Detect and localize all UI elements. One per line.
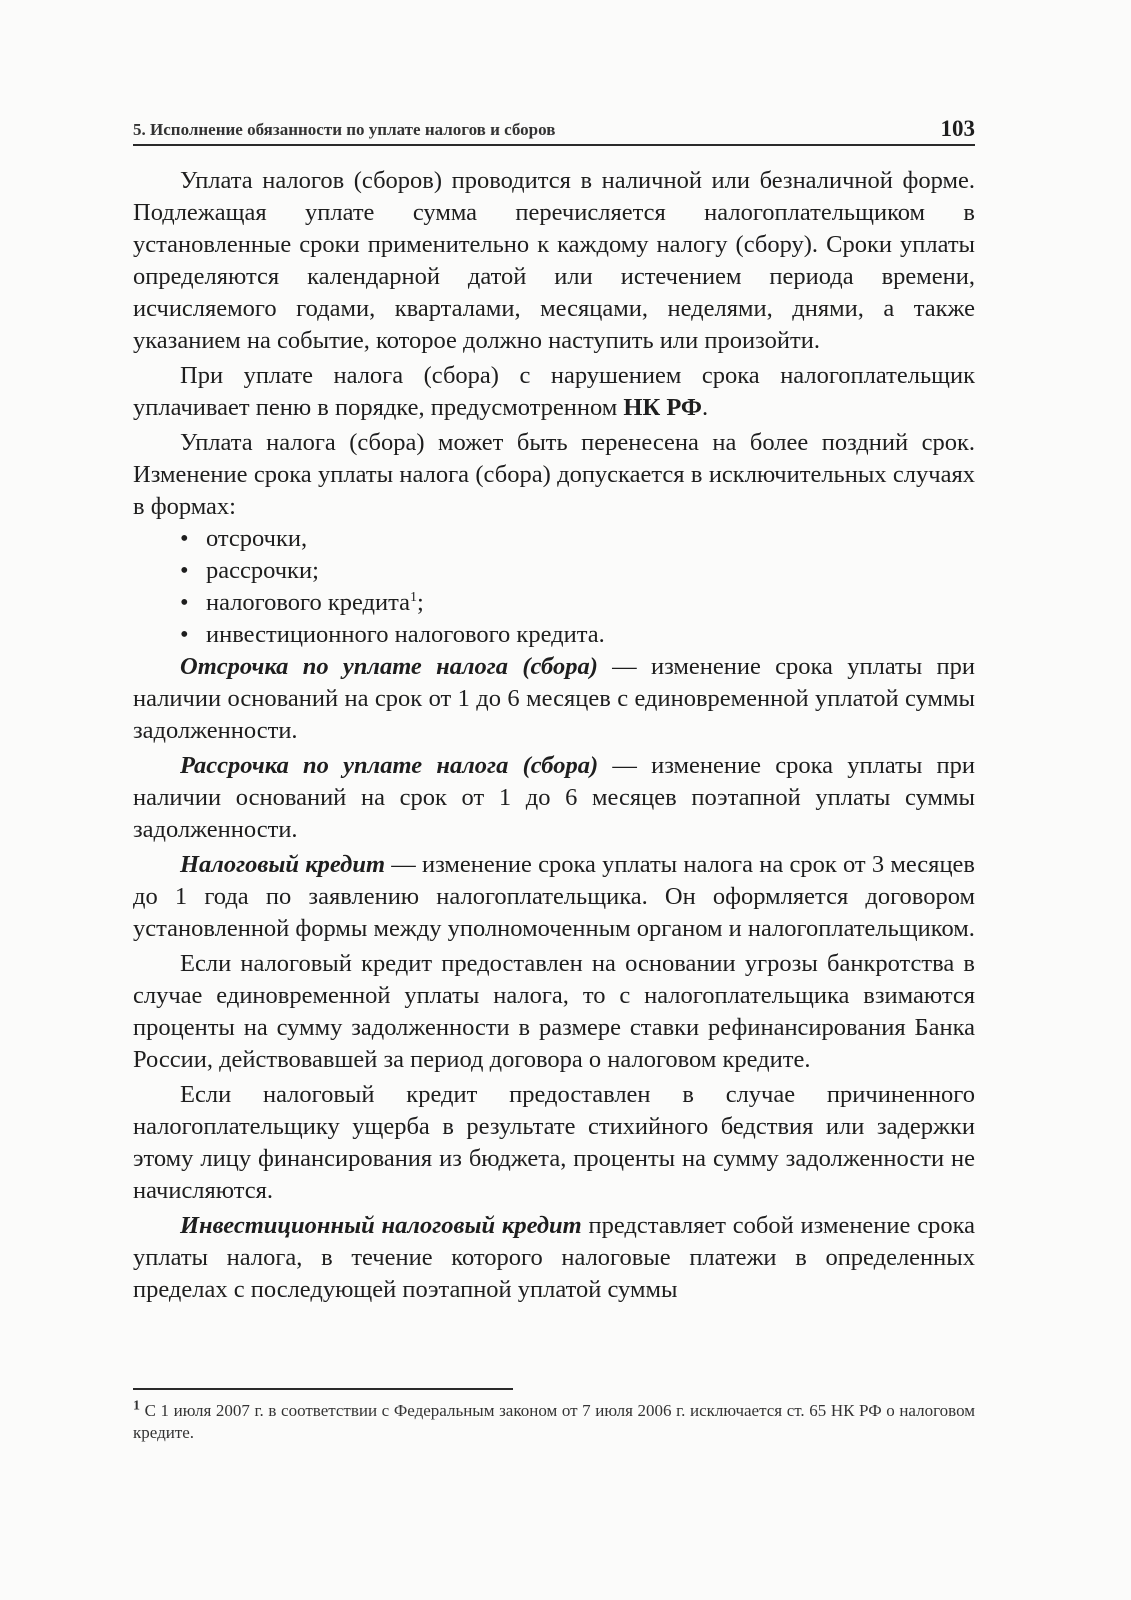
bullet-icon: • — [180, 525, 189, 552]
list-item-text: отсрочки, — [206, 525, 308, 552]
list-item — [133, 587, 975, 619]
definition-tax-credit — [133, 849, 975, 945]
term: Налоговый кредит — [180, 851, 386, 878]
footnote-text: С 1 июля 2007 г. в соответствии с Федеральным законом от 7 июля 2006 г. исключается ст. 65 НК РФ о налоговом кредите. — [133, 1401, 975, 1442]
footnote-ref[interactable]: 1 — [410, 589, 417, 605]
paragraph — [133, 360, 975, 424]
tax-code-ref: НК РФ — [623, 394, 702, 421]
footnote-number: 1 — [133, 1398, 140, 1414]
definition-text: представляет собой изменение срока уплаты налога, в течение которого налоговые платежи в определенных пределах с последующей поэтапной уплатой суммы — [133, 1212, 975, 1303]
paragraph: Если налоговый кредит предоставлен на основании угрозы банкротства в случае единовременной уплаты налога, то с налогоплательщика взимаются проценты на сумму задолженности в размере ставки рефинансирования Банка России, действовавшей за период договора о налоговом кредите. — [133, 950, 975, 1073]
paragraph: Уплата налога (сбора) может быть перенесена на более поздний срок. Изменение срока уплаты налога (сбора) допускается в исключительных случаях в формах: — [133, 429, 975, 520]
footnote-divider — [133, 1388, 513, 1390]
running-header — [133, 112, 975, 146]
term: Рассрочка по уплате налога (сбора) — [180, 752, 599, 779]
term: Инвестиционный налоговый кредит — [180, 1212, 582, 1239]
definition-deferral — [133, 651, 975, 747]
page-number: 103 — [940, 116, 975, 141]
bullet-icon: • — [180, 621, 189, 648]
main-text — [133, 165, 975, 1306]
definition-text: — изменение срока уплаты налога на срок от 3 месяцев до 1 года по заявлению налогоплательщика. Он оформляется договором установленной формы между уполномоченным органом и налогоплательщиком. — [133, 851, 975, 942]
footnote — [133, 1400, 975, 1444]
list-item — [133, 619, 975, 651]
list-item-text: налогового кредита — [206, 589, 410, 616]
definition-text: — изменение срока уплаты при наличии оснований на срок от 1 до 6 месяцев с единовременной уплатой суммы задолженности. — [133, 653, 975, 744]
list-item — [133, 555, 975, 587]
chapter-title: 5. Исполнение обязанности по уплате налогов и сборов — [133, 120, 556, 139]
list-item-suffix: ; — [417, 589, 424, 616]
paragraph-end: . — [701, 394, 709, 421]
paragraph-text: При уплате налога (сбора) с нарушением срока налогоплательщик уплачивает пеню в порядке, предусмотренном — [133, 362, 975, 421]
list-item — [133, 523, 975, 555]
term: Отсрочка по уплате налога (сбора) — [180, 653, 598, 680]
list-item-text: инвестиционного налогового кредита. — [206, 621, 605, 648]
definition-investment-credit — [133, 1210, 975, 1306]
definition-installment — [133, 750, 975, 846]
definition-text: — изменение срока уплаты при наличии оснований на срок от 1 до 6 месяцев поэтапной уплаты суммы задолженности. — [133, 752, 975, 843]
bullet-icon: • — [180, 557, 189, 584]
list-item-text: рассрочки; — [206, 557, 319, 584]
paragraph: Уплата налогов (сборов) проводится в наличной или безналичной форме. Подлежащая уплате сумма перечисляется налогоплательщиком в установленные сроки применительно к каждому налогу (сбору). Сроки уплаты определяются календарной датой или истечением периода времени, исчисляемого годами, кварталами, месяцами, неделями, днями, а также указанием на событие, которое должно наступить или произойти. — [133, 167, 975, 354]
bullet-icon: • — [180, 589, 189, 616]
paragraph: Если налоговый кредит предоставлен в случае причиненного налогоплательщику ущерба в результате стихийного бедствия или задержки этому лицу финансирования из бюджета, проценты на сумму задолженности не начисляются. — [133, 1081, 975, 1204]
forms-list — [133, 523, 975, 651]
